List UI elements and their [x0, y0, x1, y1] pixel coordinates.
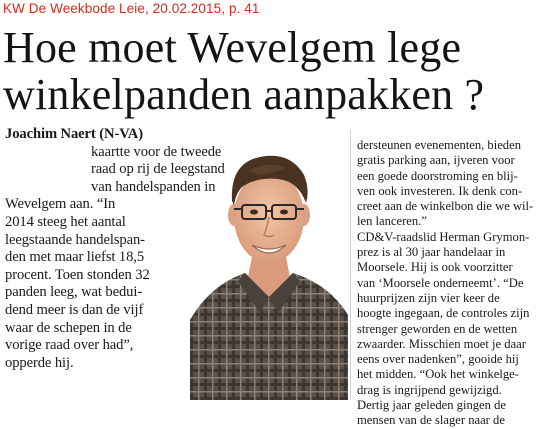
- body-line: zwaarder. Misschien moet je daar: [357, 336, 526, 351]
- headline-line-2: winkelpanden aanpakken ?: [3, 70, 485, 119]
- body-line: kaartte voor de tweede: [91, 143, 222, 160]
- body-line: procent. Toen stonden 32: [5, 266, 150, 283]
- body-line: van handelspanden in: [91, 178, 216, 195]
- body-line: drag is ingrijpend gewijzigd.: [357, 382, 502, 397]
- headline-line-1: Hoe moet Wevelgem lege: [3, 23, 462, 72]
- source-line: KW De Weekbode Leie, 20.02.2015, p. 41: [3, 1, 260, 16]
- body-line: leegstaande handelspan-: [5, 231, 145, 248]
- body-line: huurprijzen zijn vier keer de: [357, 290, 500, 305]
- body-line: een goede doorstroming en blij-: [357, 168, 518, 183]
- body-line: raad op rij de leegstand: [91, 161, 225, 178]
- body-line: CD&V-raadslid Herman Grymon-: [357, 229, 530, 244]
- headline: [3, 24, 537, 118]
- author-byline: Joachim Naert (N-VA): [5, 126, 143, 142]
- body-line: opperde hij.: [5, 354, 74, 371]
- body-line: den met maar liefst 18,5: [5, 249, 145, 266]
- body-line: ven ook investeren. Ik denk con-: [357, 183, 523, 198]
- body-line: panden leeg, wat bedui-: [5, 284, 143, 301]
- article-left-column: [5, 126, 225, 372]
- body-line: gratis parking aan, ijveren voor: [357, 153, 515, 168]
- body-line: len lanceren.”: [357, 214, 427, 229]
- body-line: mensen van de slager naar de: [357, 413, 505, 428]
- body-line: eens over nadenken”, gooide hij: [357, 352, 519, 367]
- portrait-photo: [190, 145, 348, 400]
- body-line: creet aan de winkelbon die we wil-: [357, 199, 534, 214]
- body-line: Dertig jaar geleden gingen de: [357, 398, 506, 413]
- article-right-column: [357, 138, 536, 429]
- body-line: hoogte ingegaan, de controles zijn: [357, 306, 530, 321]
- body-line: vorige raad over had”,: [5, 337, 134, 354]
- body-line: Moorsele. Hij is ook voorzitter: [357, 260, 513, 275]
- body-line: Wevelgem aan. “In: [5, 196, 116, 213]
- body-line: van ‘Moorsele onderneemt’. “De: [357, 275, 524, 290]
- body-line: dersteunen evenementen, bieden: [357, 138, 521, 152]
- body-line: 2014 steeg het aantal: [5, 213, 126, 230]
- body-line: dend meer is dan de vijf: [5, 301, 144, 318]
- column-divider: [350, 130, 351, 400]
- body-line: strenger geworden en de wetten: [357, 321, 518, 336]
- body-line: het midden. “Ook het winkelge-: [357, 367, 519, 382]
- body-line: prez is al 30 jaar handelaar in: [357, 245, 506, 260]
- body-line: waar de schepen in de: [5, 319, 132, 336]
